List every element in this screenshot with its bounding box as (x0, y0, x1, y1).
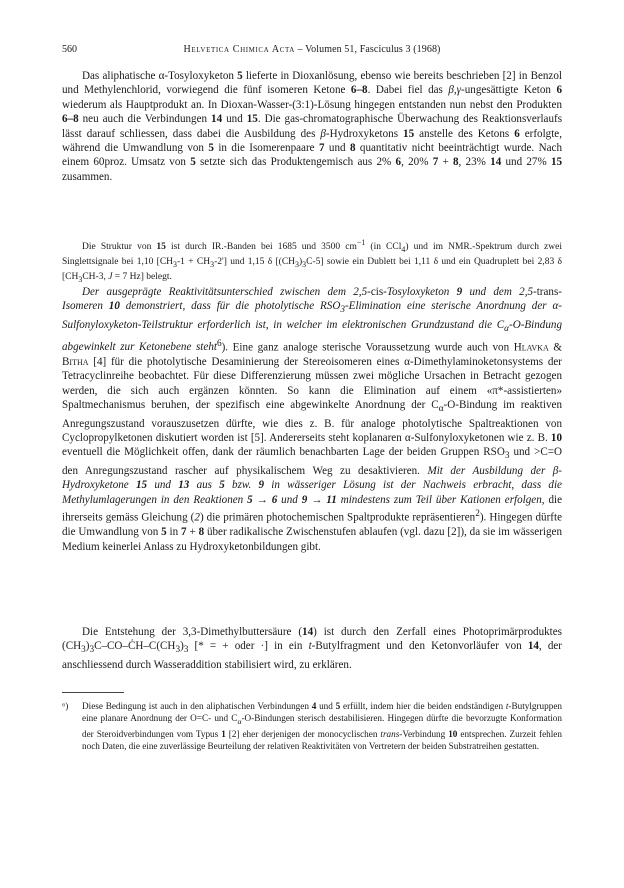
paragraph-3: Der ausgeprägte Reaktivitätsunterschied zwischen dem 2,5-cis-Tosyloxyketon 9 und dem 2,5-trans-Isomeren 10 demonstriert, dass für die photolytische $RSO_3$-Elimination eine sterische Anordnung der α-Sulfonyloxyketon-Teilstruktur erforderlich ist, in welcher im elektronischen Grundzustand die $C_\alpha-O$-Bindung abgewinkelt zur Ketonebene steht$^6$). Eine ganz analoge sterische Voraussetzung wurde auch von Hlavka & Bitha [4] für die photolytische Desaminierung der Stereoisomeren eines α-Dimethylaminoketonsystems der Tetracyclinreihe beobachtet. Für diese Differenzierung müssen zwei mögliche Ursachen in Betracht gezogen werden, die sich auch ergänzen könnten. So kann die Elimination auf einem «π*-assistierten» Spaltmechanismus beruhen, der spezifisch eine abgewinkelte Anordnung der $C_\alpha-O$-Bindung im reaktiven Anregungszustand vorauszusetzen dürfte, wie dies z. B. für analoge photolytische Spaltreaktionen von Cyclopropylketonen diskutiert worden ist [5]. Andererseits steht koplanaren α-Sulfonyloxyketonen wie z. B. 10 eventuell die Möglichkeit offen, dank der räumlich benachbarten Lage der beiden Gruppen $RSO_3$ und >C=O den Anregungszustand rascher auf physikalischem Weg zu desaktivieren. Mit der Ausbildung der β-Hydroxyketone 15 und 13 aus 5 bzw. 9 in wässeriger Lösung ist der Nachweis erbracht, dass die Methylumlagerungen in den Reaktionen 5 → 6 und 9 → 11 mindestens zum Teil über Kationen erfolgen, die ihrerseits gemäss Gleichung (2) die primären photochemischen Spaltprodukte repräsentieren$^2$). Hingegen dürfte die Umwandlung von 5 in 7 + 8 über radikalische Zwischenstufen ablaufen (vgl. dazu [2]), da sie im wässerigen Medium keinerlei Anlass zu Hydroxyketonbildungen gibt. (62, 286, 563, 553)
footnote-rule (62, 692, 124, 693)
footnote-text: Diese Bedingung ist auch in den aliphatischen Verbindungen 4 und 5 erfüllt, indem hier die beiden endständigen t-Butylgruppen eine planare Anordnung der O=C- und $C_\alpha-O$-Bindungen sterisch destabilisieren. Hingegen dürfte die bevorzugte Konformation der Steroidverbindungen vom Typus 1 [2] eher derjenigen der monocyclischen trans-Verbindung 10 entsprechen. Zurzeit fehlen noch Daten, die eine zuverlässige Beurteilung der relativen Reaktivitäten von Vertretern der beiden Substratreihen gestatten. (82, 701, 563, 752)
page-number: 560 (62, 44, 77, 55)
footnote-mark: ⁶) (62, 701, 69, 711)
paragraph-1: Das aliphatische α-Tosyloxyketon 5 lieferte in Dioxanlösung, ebenso wie bereits beschrieben [2] in Benzol und Methylenchlorid, vorwiegend die fünf isomeren Ketone 6–8. Dabei fiel das β,γ-ungesättigte Keton 6 wiederum als Hauptprodukt an. In Dioxan-Wasser-(3:1)-Lösung hingegen entstanden nun nebst den Produkten 6–8 neu auch die Verbindungen 14 und 15. Die gas-chromatographische Überwachung des Reaktionsverlaufs lässt darauf schliessen, dass dabei die Ausbildung des β-Hydroxyketons 15 anstelle des Ketons 6 erfolgte, während die Umwandlung von 5 in die Isomerenpaare 7 und 8 quantitativ nicht beeinträchtigt wurde. Nach einem 60proz. Umsatz von 5 setzte sich das Produktengemisch aus 2% 6, 20% 7 + 8, 23% 14 und 27% 15 zusammen. (62, 70, 563, 183)
paragraph-2-structure-note: Die Struktur von 15 ist durch IR.-Banden bei 1685 und 3500 $cm^{-1}$ (in CCl$_4$) und im NMR.-Spektrum durch zwei Singlettsignale bei 1,10 $[CH_3-1 + CH_3-2']$ und 1,15 δ $[(CH_3)_3C-5]$ sowie ein Dublett bei 1,11 δ und ein Quadruplett bei 2,83 δ [$CH_3CH-3$, J = 7 Hz] belegt. (62, 238, 562, 285)
journal-name: Helvetica Chimica Acta (183, 44, 295, 55)
page-header (62, 44, 562, 58)
volume-info: – Volumen 51, Fasciculus 3 (1968) (297, 44, 441, 55)
running-head (62, 44, 562, 55)
paragraph-4: Die Entstehung der 3,3-Dimethylbuttersäure (14) ist durch den Zerfall eines Photoprimärproduktes $(CH_3)_3C-CO-ĊH-C(CH_3)_3$ [* = + oder ·] in ein t-Butylfragment und den Ketonvorläufer von 14, der anschliessend durch Wasseraddition stabilisiert wird, zu erklären. (62, 626, 563, 672)
footnote (62, 700, 562, 753)
